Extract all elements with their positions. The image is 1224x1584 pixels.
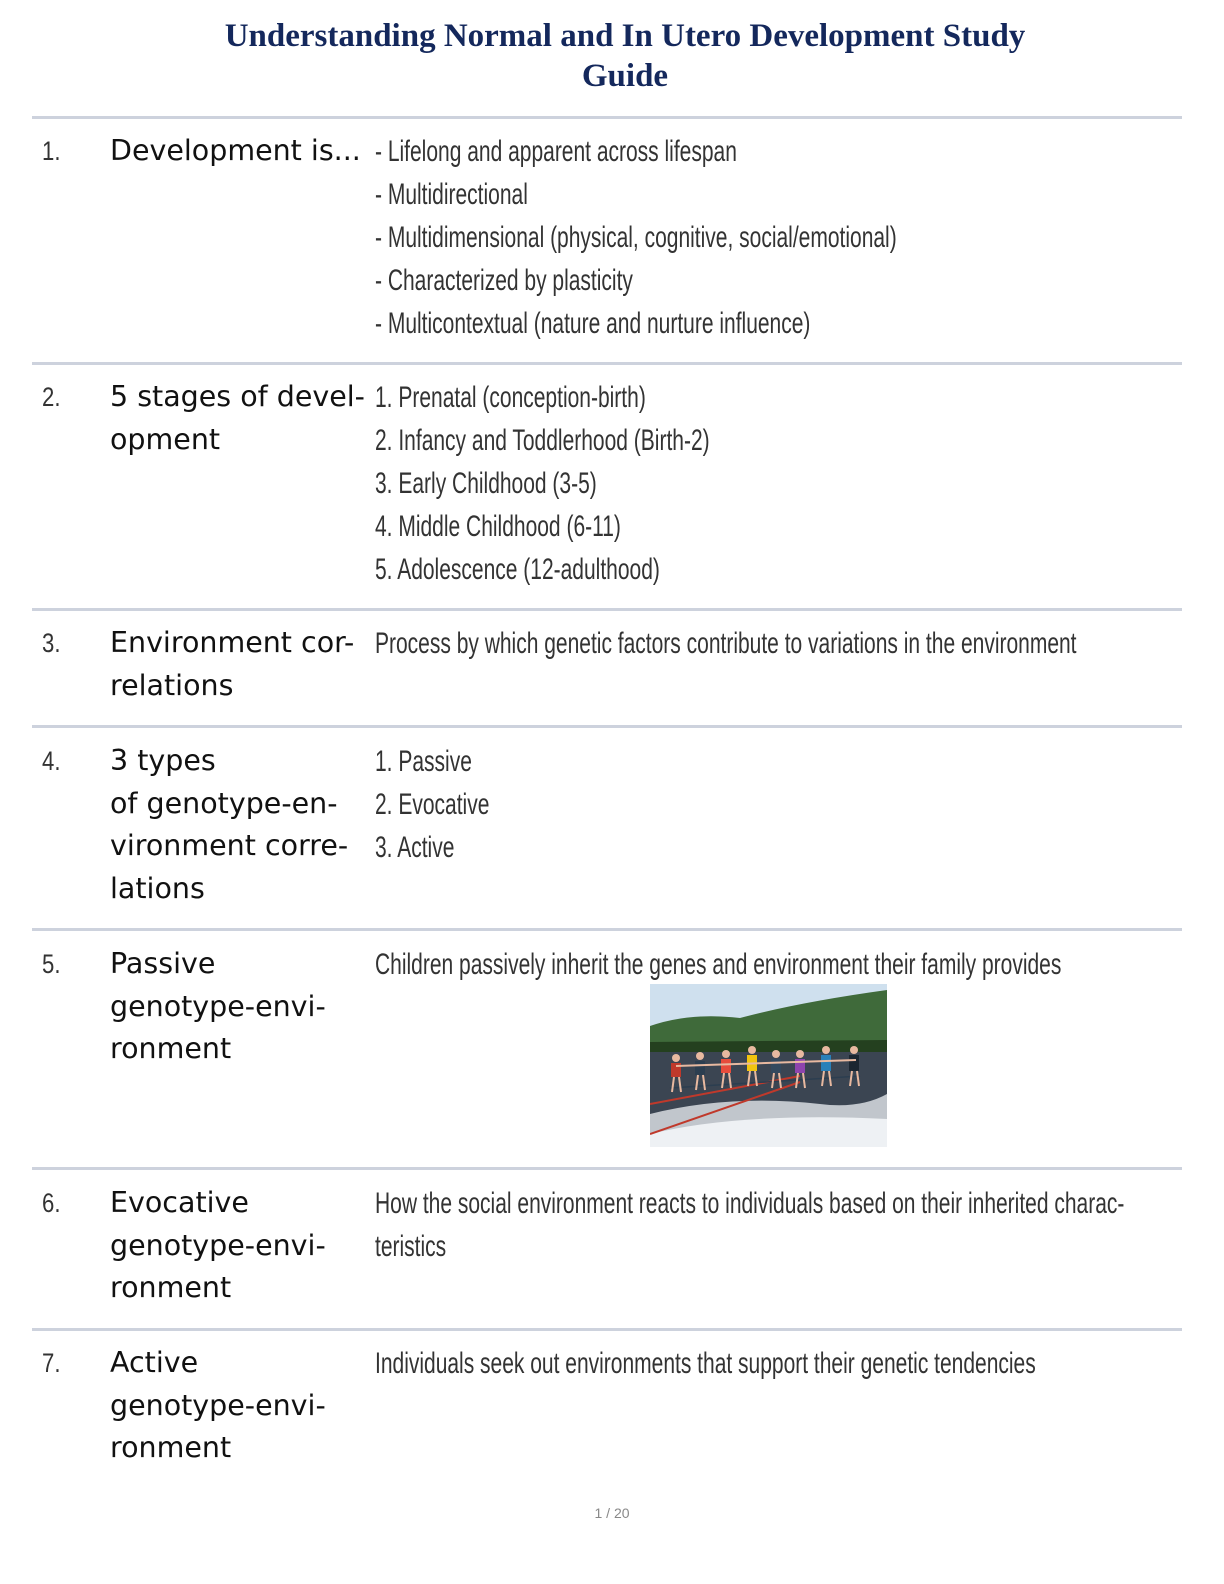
divider <box>32 928 1182 931</box>
divider <box>32 725 1182 728</box>
item-number-4: 4. <box>42 746 61 776</box>
divider <box>32 608 1182 611</box>
term-line: Active <box>110 1346 199 1379</box>
term-line: Passive <box>110 947 216 980</box>
term-line: Evocative <box>110 1186 249 1219</box>
definition-line: teristics <box>375 1230 447 1263</box>
term-line: opment <box>110 422 221 456</box>
term-line: vironment corre- <box>110 829 349 862</box>
definition-line: Process by which genetic factors contribute to variations in the environment <box>375 627 1077 660</box>
divider <box>32 116 1182 119</box>
item-term-4 <box>110 740 372 910</box>
definition-line: 2. Evocative <box>375 788 490 821</box>
title-line-2: Guide <box>581 58 669 94</box>
definition-line: Children passively inherit the genes and environment their family provides <box>375 948 1062 981</box>
term-line: genotype-envi- <box>110 1228 326 1262</box>
definition-line: 1. Passive <box>375 745 472 778</box>
term-line: ronment <box>110 1032 232 1065</box>
item-definition-1 <box>375 130 1120 345</box>
page-title <box>120 16 1130 96</box>
term-line: ronment <box>110 1271 232 1304</box>
item-term-2 <box>110 376 372 461</box>
item-number-3: 3. <box>42 628 61 658</box>
item-definition-7 <box>375 1342 1224 1385</box>
term-line: genotype-envi- <box>110 989 326 1023</box>
item-number-6: 6. <box>42 1188 61 1218</box>
term-line: of genotype-en- <box>110 786 338 820</box>
item-term-6 <box>110 1182 372 1310</box>
item-term-1 <box>110 130 372 173</box>
definition-line: 1. Prenatal (conception-birth) <box>375 381 646 414</box>
item-number-5: 5. <box>42 949 61 979</box>
item-definition-3 <box>375 622 1224 665</box>
term-line: 5 stages of devel- <box>110 380 365 413</box>
definition-line: 3. Early Childhood (3-5) <box>375 467 597 500</box>
definition-line: - Multicontextual (nature and nurture influence) <box>375 307 811 340</box>
page-number: 1 / 20 <box>594 1505 630 1521</box>
definition-line: 5. Adolescence (12-adulthood) <box>375 553 660 586</box>
term-line: ronment <box>110 1431 232 1464</box>
item-definition-5 <box>375 943 1224 986</box>
item-definition-6 <box>375 1182 1224 1268</box>
title-line-1: Understanding Normal and In Utero Development Study <box>224 18 1026 54</box>
term-line: lations <box>110 871 205 905</box>
item-definition-2 <box>375 376 853 591</box>
definition-line: - Multidimensional (physical, cognitive, social/emotional) <box>375 221 897 254</box>
term-line: genotype-envi- <box>110 1388 326 1422</box>
divider <box>32 362 1182 365</box>
waterskiing-photo <box>650 984 887 1147</box>
waterskiing-photo-illustration <box>650 984 887 1147</box>
divider <box>32 1328 1182 1331</box>
item-term-3 <box>110 622 372 707</box>
term-line: relations <box>110 668 234 702</box>
item-definition-4 <box>375 740 538 869</box>
term-line: Environment cor- <box>110 626 355 659</box>
divider <box>32 1167 1182 1170</box>
term-line: Development is... <box>110 134 361 167</box>
definition-line: Individuals seek out environments that support their genetic tendencies <box>375 1347 1036 1380</box>
definition-line: - Lifelong and apparent across lifespan <box>375 135 737 168</box>
definition-line: - Multidirectional <box>375 178 528 211</box>
term-line: 3 types <box>110 744 216 777</box>
definition-line: 4. Middle Childhood (6-11) <box>375 510 621 543</box>
item-number-2: 2. <box>42 382 61 412</box>
item-number-7: 7. <box>42 1348 61 1378</box>
definition-line: 2. Infancy and Toddlerhood (Birth-2) <box>375 424 710 457</box>
definition-line: 3. Active <box>375 831 455 864</box>
item-term-7 <box>110 1342 372 1470</box>
definition-line: - Characterized by plasticity <box>375 264 633 297</box>
item-number-1: 1. <box>42 136 61 166</box>
item-term-5 <box>110 943 372 1071</box>
definition-line: How the social environment reacts to individuals based on their inherited charac- <box>375 1187 1125 1220</box>
